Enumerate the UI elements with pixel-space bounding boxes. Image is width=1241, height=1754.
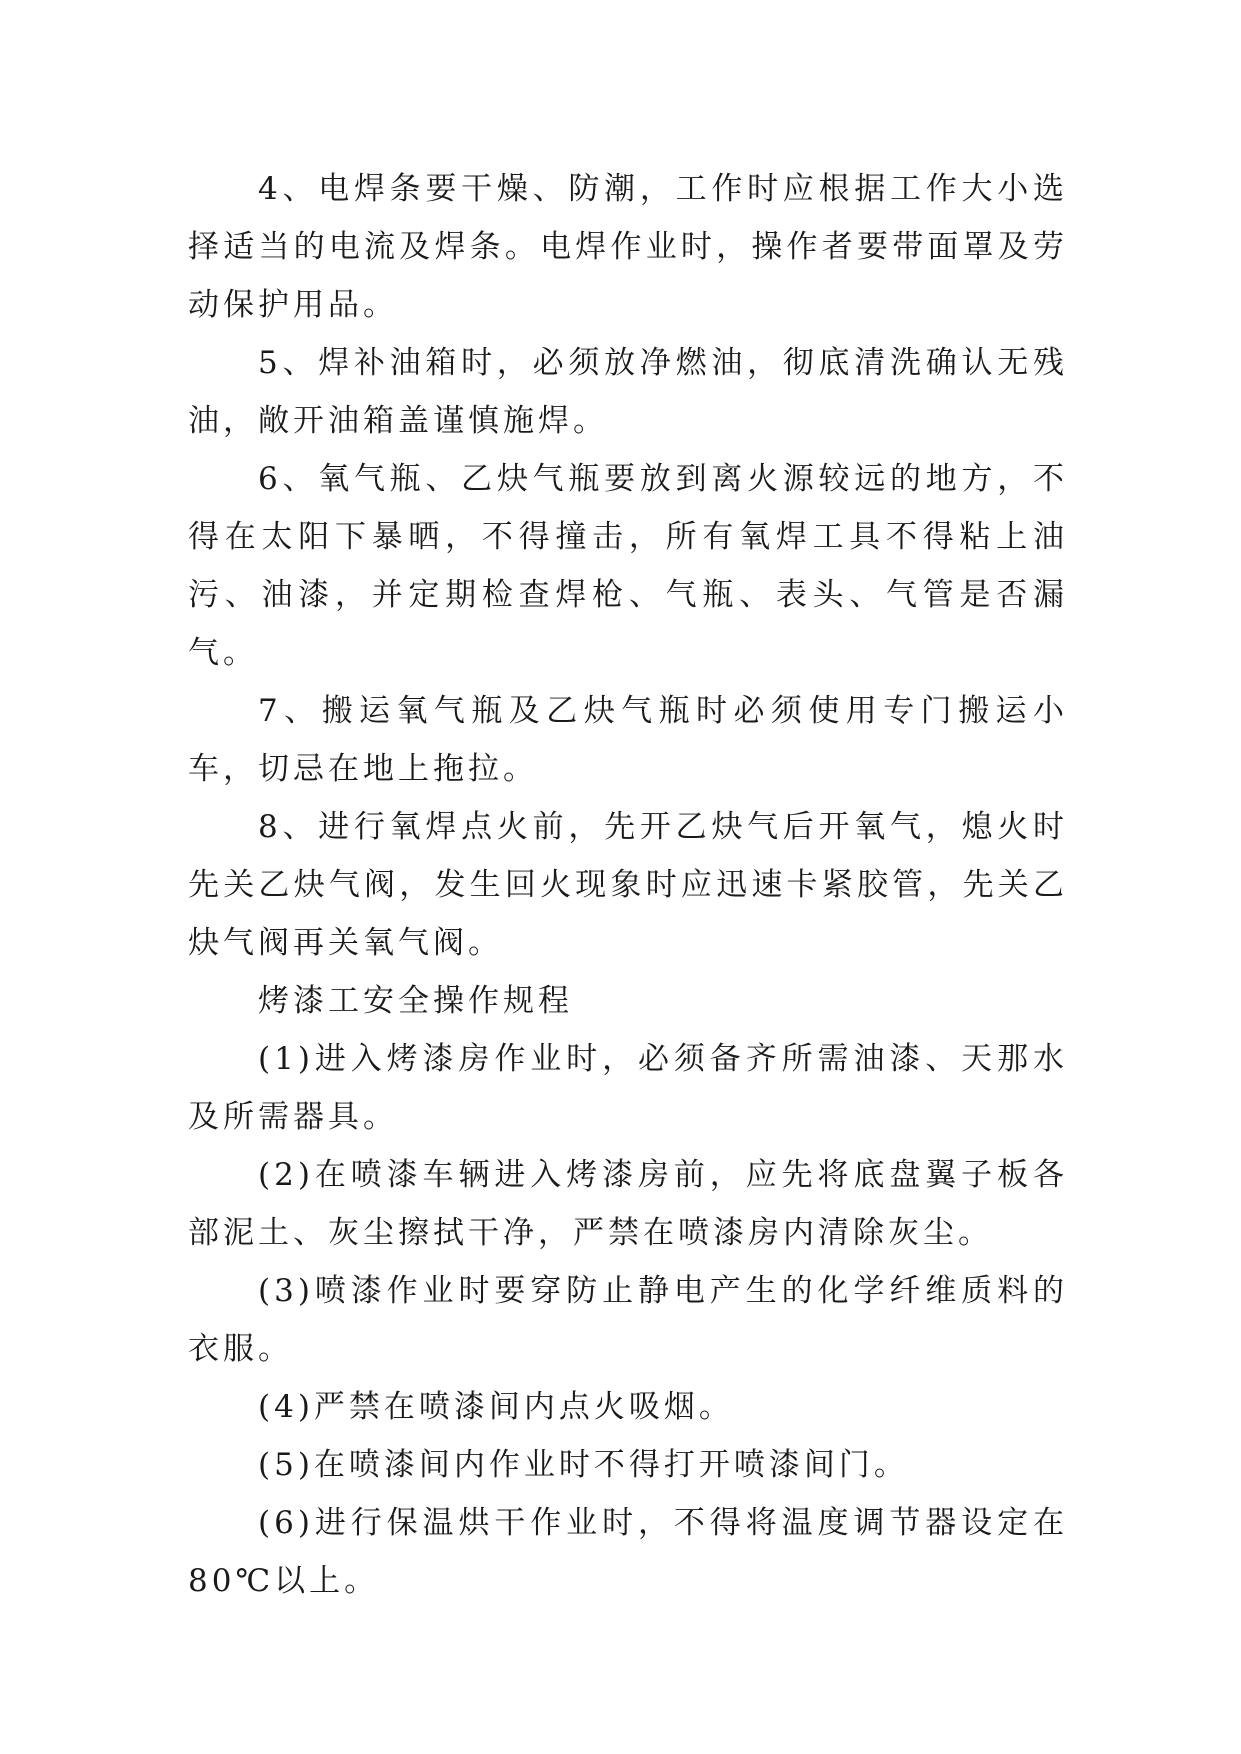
rule-3: (3)喷漆作业时要穿防止静电产生的化学纤维质料的衣服。 [188,1273,1068,1367]
rule-5: (5)在喷漆间内作业时不得打开喷漆间门。 [258,1447,909,1483]
section-title: 烤漆工安全操作规程 [258,983,573,1019]
rule-2: (2)在喷漆车辆进入烤漆房前，应先将底盘翼子板各部泥土、灰尘擦拭干净，严禁在喷漆房内清除灰尘。 [188,1157,1068,1251]
paragraph-7: 7、搬运氧气瓶及乙炔气瓶时必须使用专门搬运小车，切忌在地上拖拉。 [188,693,1068,787]
paragraph-8: 8、进行氧焊点火前，先开乙炔气后开氧气，熄火时先关乙炔气阀，发生回火现象时应迅速卡紧胶管，先关乙炔气阀再关氧气阀。 [188,809,1068,961]
rule-6: (6)进行保温烘干作业时，不得将温度调节器设定在80℃以上。 [188,1505,1068,1599]
paragraph-6: 6、氧气瓶、乙炔气瓶要放到离火源较远的地方，不得在太阳下暴晒，不得撞击，所有氧焊工具不得粘上油污、油漆，并定期检查焊枪、气瓶、表头、气管是否漏气。 [188,461,1068,671]
rule-4: (4)严禁在喷漆间内点火吸烟。 [258,1389,734,1425]
rule-1: (1)进入烤漆房作业时，必须备齐所需油漆、天那水及所需器具。 [188,1041,1068,1135]
paragraph-5: 5、焊补油箱时，必须放净燃油，彻底清洗确认无残油，敞开油箱盖谨慎施焊。 [188,345,1068,439]
document-page [188,160,1068,1610]
paragraph-4: 4、电焊条要干燥、防潮，工作时应根据工作大小选择适当的电流及焊条。电焊作业时，操作者要带面罩及劳动保护用品。 [188,171,1068,323]
